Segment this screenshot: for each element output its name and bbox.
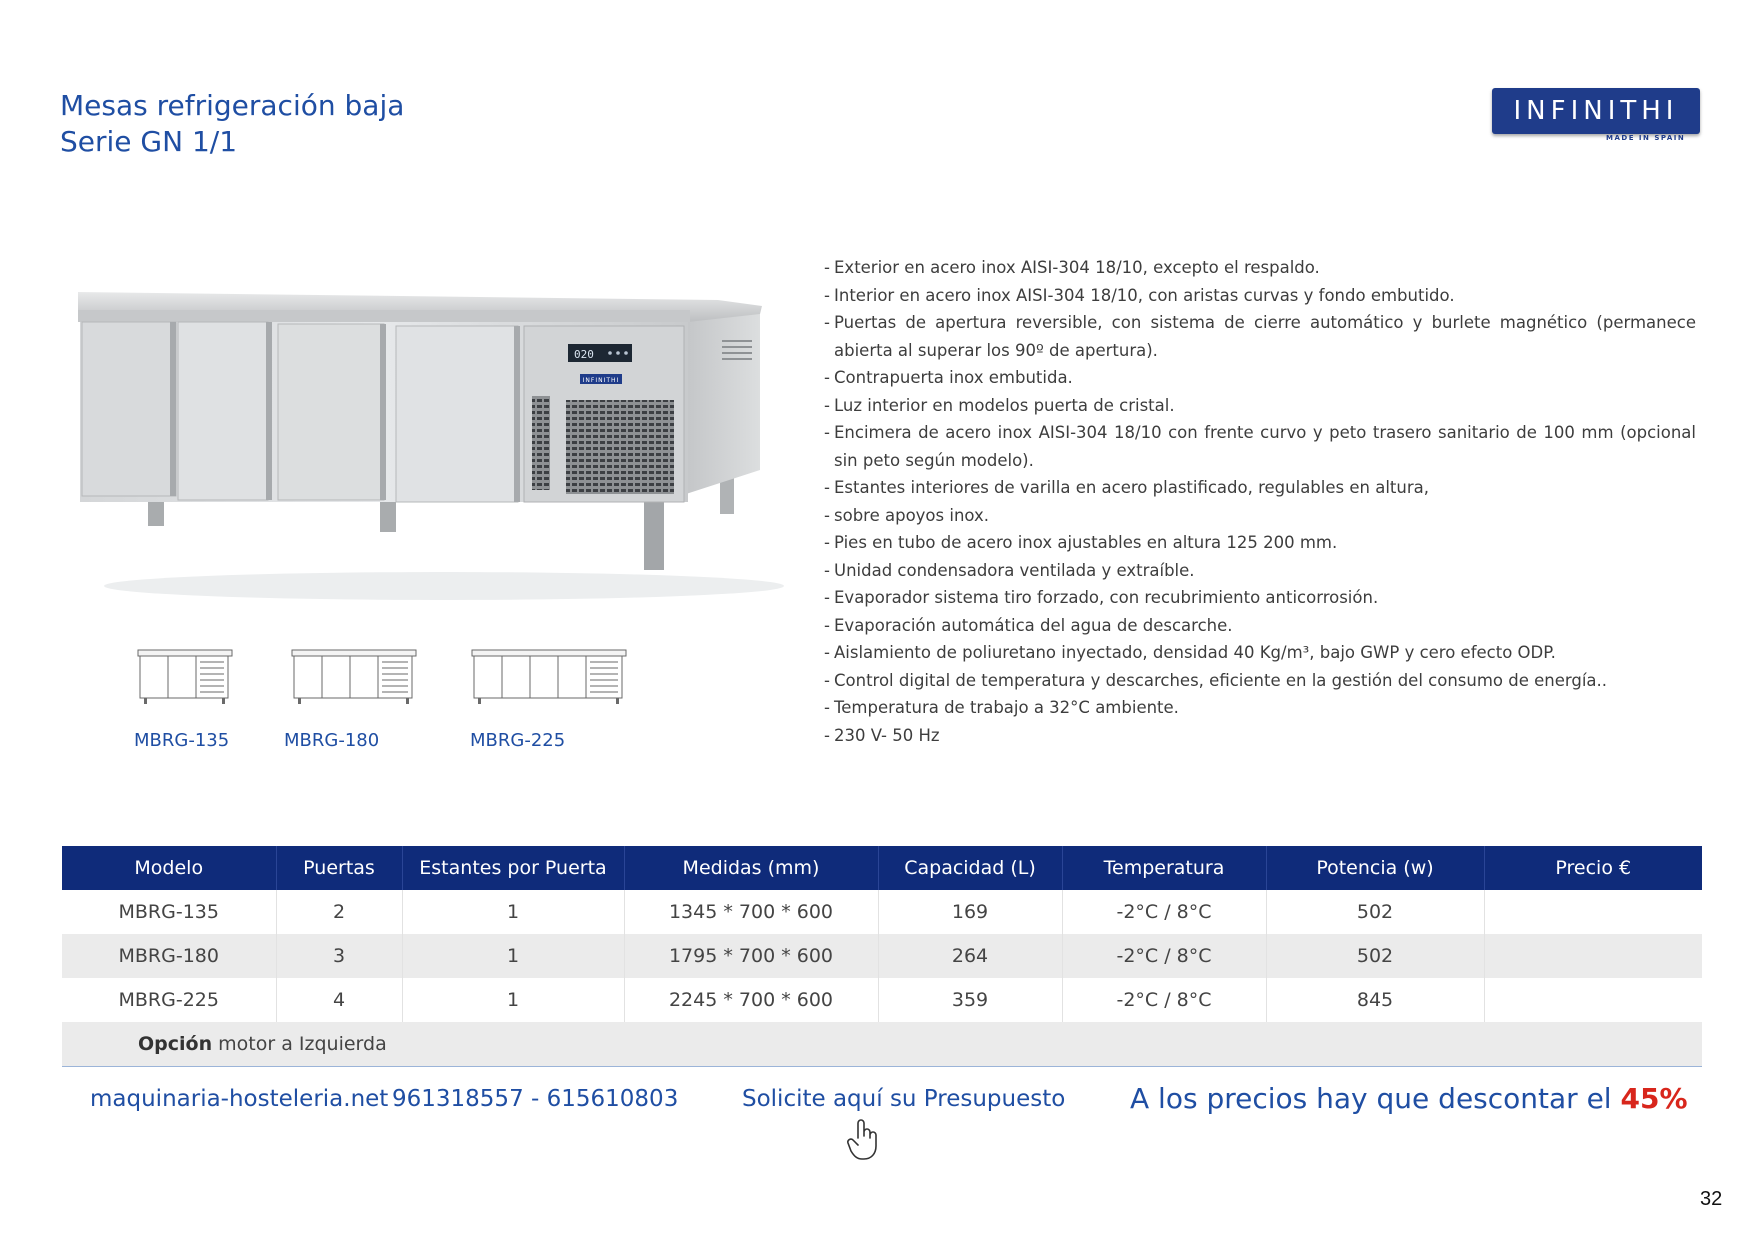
table-cell: 264 [878, 934, 1062, 978]
door [178, 322, 268, 500]
table-cell: 359 [878, 978, 1062, 1022]
table-cell [1484, 934, 1702, 978]
table-cell: -2°C / 8°C [1062, 978, 1266, 1022]
feature-item: - Evaporador sistema tiro forzado, con recubrimiento anticorrosión. [824, 584, 1696, 612]
feature-item: - Estantes interiores de varilla en acero plastificado, regulables en altura, [824, 474, 1696, 502]
feature-item: - Luz interior en modelos puerta de cristal. [824, 392, 1696, 420]
page-title [60, 88, 404, 160]
column-header: Medidas (mm) [624, 846, 878, 890]
column-header: Modelo [62, 846, 276, 890]
table-cell: 4 [276, 978, 402, 1022]
table-cell: 1 [402, 934, 624, 978]
spec-table [62, 846, 1702, 1067]
svg-text:INFINITHI: INFINITHI [582, 377, 620, 384]
discount-text: A los precios hay que descontar el [1130, 1082, 1621, 1115]
hand-pointer-icon[interactable] [846, 1118, 882, 1162]
feature-item: - Unidad condensadora ventilada y extraíble. [824, 557, 1696, 585]
table-row [62, 978, 1702, 1022]
feature-item: - Exterior en acero inox AISI-304 18/10, excepto el respaldo. [824, 254, 1696, 282]
door [396, 326, 518, 502]
brand-name: INFINITHI [1513, 96, 1679, 126]
table-cell [1484, 890, 1702, 934]
feature-item: - 230 V- 50 Hz [824, 722, 1696, 750]
table-row [62, 934, 1702, 978]
table-cell: MBRG-225 [62, 978, 276, 1022]
table-cell [1484, 978, 1702, 1022]
table-header-row [62, 846, 1702, 890]
table-cell: 1345 * 700 * 600 [624, 890, 878, 934]
table-cell: 169 [878, 890, 1062, 934]
table-cell: MBRG-180 [62, 934, 276, 978]
title-line-2: Serie GN 1/1 [60, 125, 238, 158]
variant-label-mbrg-135: MBRG-135 [134, 730, 230, 751]
discount-percent: 45% [1620, 1082, 1688, 1115]
door [82, 322, 176, 496]
website-link[interactable]: maquinaria-hosteleria.net [90, 1086, 389, 1112]
column-header: Temperatura [1062, 846, 1266, 890]
variant-thumbnail-3-doors [290, 648, 420, 708]
option-cell [62, 1022, 1702, 1066]
feature-item: - Pies en tubo de acero inox ajustables en altura 125 200 mm. [824, 529, 1696, 557]
table-cell: 1 [402, 978, 624, 1022]
feature-item: - Evaporación automática del agua de descarche. [824, 612, 1696, 640]
table-cell: 502 [1266, 934, 1484, 978]
table-cell: 502 [1266, 890, 1484, 934]
discount-notice [1130, 1082, 1688, 1115]
product-image [74, 284, 786, 614]
table-cell: 845 [1266, 978, 1484, 1022]
quote-request-link[interactable]: Solicite aquí su Presupuesto [742, 1086, 1066, 1112]
leg [644, 498, 664, 570]
variant-label-mbrg-180: MBRG-180 [284, 730, 380, 751]
feature-item: - Encimera de acero inox AISI-304 18/10 con frente curvo y peto trasero sanitario de 100 mm (opcional sin peto según modelo). [824, 419, 1696, 474]
feature-item: - Puertas de apertura reversible, con sistema de cierre automático y burlete magnético (permanece abierta al superar los 90º de apertura). [824, 309, 1696, 364]
feature-item: - Aislamiento de poliuretano inyectado, densidad 40 Kg/m³, bajo GWP y cero efecto ODP. [824, 639, 1696, 667]
door [278, 324, 384, 500]
option-text: motor a Izquierda [212, 1032, 387, 1055]
condenser-grille [566, 400, 674, 494]
table-cell: 2 [276, 890, 402, 934]
variant-label-mbrg-225: MBRG-225 [470, 730, 566, 751]
table-cell: 1795 * 700 * 600 [624, 934, 878, 978]
column-header: Estantes por Puerta [402, 846, 624, 890]
table-cell: MBRG-135 [62, 890, 276, 934]
table-cell: 1 [402, 890, 624, 934]
feature-item: - sobre apoyos inox. [824, 502, 1696, 530]
table-row [62, 890, 1702, 934]
phone-numbers[interactable]: 961318557 - 615610803 [392, 1086, 679, 1112]
display-readout: 020 [574, 348, 594, 361]
table-cell: 2245 * 700 * 600 [624, 978, 878, 1022]
column-header: Capacidad (L) [878, 846, 1062, 890]
feature-item: - Temperatura de trabajo a 32°C ambiente. [824, 694, 1696, 722]
table-cell: 3 [276, 934, 402, 978]
page-number: 32 [1700, 1188, 1723, 1210]
table-cell: -2°C / 8°C [1062, 890, 1266, 934]
column-header: Puertas [276, 846, 402, 890]
feature-item: - Interior en acero inox AISI-304 18/10, con aristas curvas y fondo embutido. [824, 282, 1696, 310]
feature-list [824, 254, 1696, 749]
variant-thumbnail-2-doors [136, 648, 236, 708]
option-row [62, 1022, 1702, 1066]
column-header: Precio € [1484, 846, 1702, 890]
vent-grille [532, 396, 550, 490]
title-line-1: Mesas refrigeración baja [60, 89, 405, 122]
column-header: Potencia (w) [1266, 846, 1484, 890]
brand-logo [1492, 88, 1700, 134]
feature-item: - Contrapuerta inox embutida. [824, 364, 1696, 392]
feature-item: - Control digital de temperatura y descarches, eficiente en la gestión del consumo de energía.. [824, 667, 1696, 695]
variant-thumbnail-4-doors [470, 648, 630, 708]
brand-tagline: MADE IN SPAIN [1606, 134, 1686, 142]
option-label: Opción [138, 1032, 213, 1055]
table-cell: -2°C / 8°C [1062, 934, 1266, 978]
